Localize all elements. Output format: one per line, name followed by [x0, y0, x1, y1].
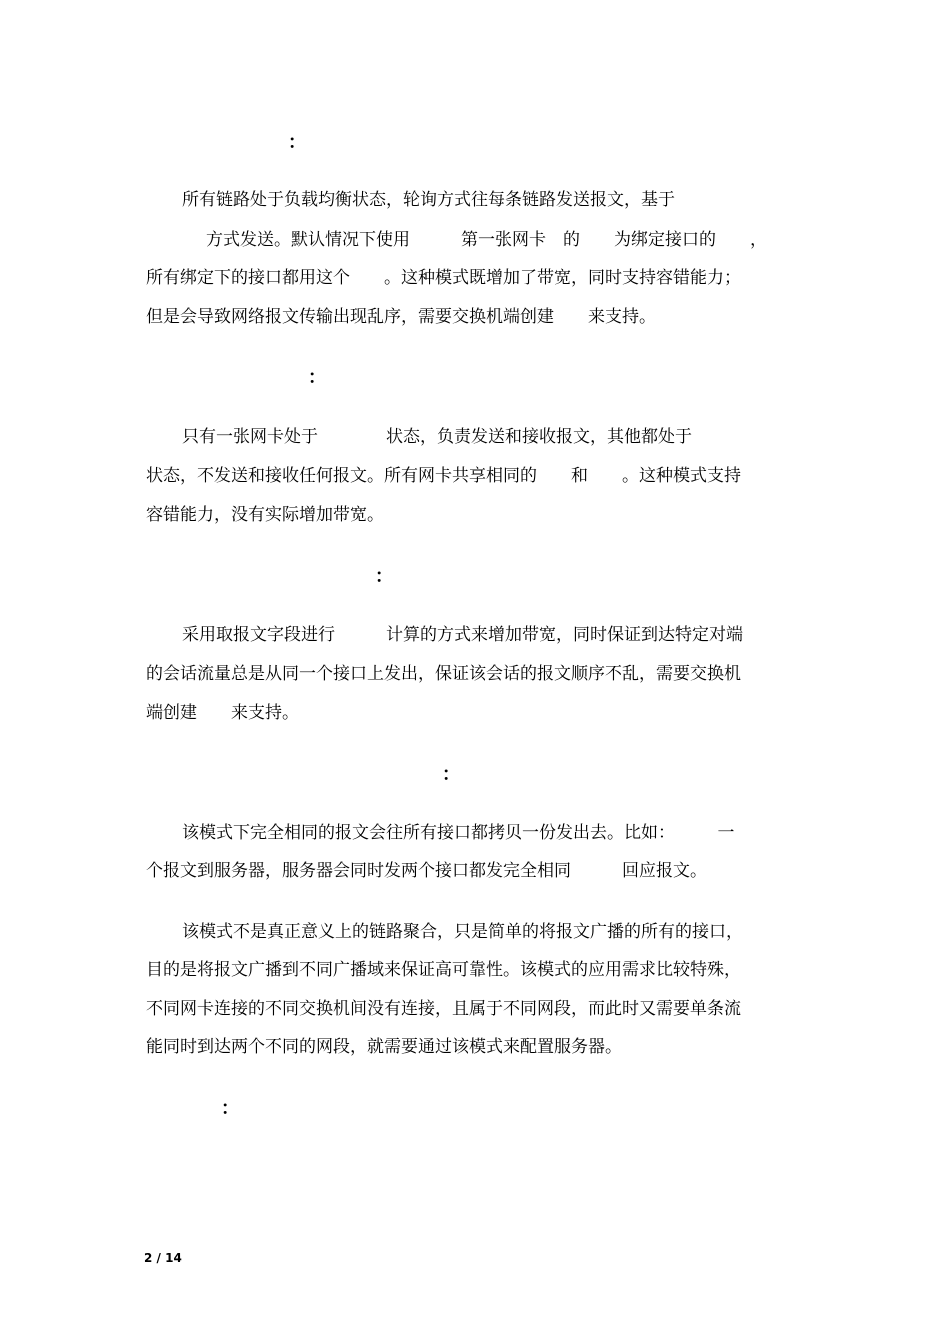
paragraph-3-line-3: 端创建 来支持。	[146, 703, 299, 723]
section-heading-3: ：	[375, 566, 393, 587]
section-heading-4: ：	[442, 764, 460, 785]
paragraph-4-line-2: 个报文到服务器，服务器会同时发两个接口都发完全相同 回应报文。	[146, 861, 707, 881]
section-heading-1: ：	[288, 132, 306, 153]
paragraph-5-line-4: 能同时到达两个不同的网段，就需要通过该模式来配置服务器。	[146, 1037, 622, 1057]
paragraph-5-line-1: 该模式不是真正意义上的链路聚合，只是简单的将报文广播的所有的接口，	[182, 922, 743, 942]
paragraph-3-line-2: 的会话流量总是从同一个接口上发出，保证该会话的报文顺序不乱，需要交换机	[146, 664, 741, 684]
section-heading-2: ：	[308, 367, 326, 388]
paragraph-3-line-1: 采用取报文字段进行 计算的方式来增加带宽，同时保证到达特定对端	[182, 625, 743, 645]
paragraph-2-line-3: 容错能力，没有实际增加带宽。	[146, 505, 384, 525]
page-number: 2 / 14	[144, 1251, 182, 1265]
paragraph-1-line-3: 所有绑定下的接口都用这个 。这种模式既增加了带宽，同时支持容错能力；	[146, 268, 741, 288]
section-heading-5: ：	[221, 1098, 239, 1119]
paragraph-2-line-2: 状态，不发送和接收任何报文。所有网卡共享相同的 和 。这种模式支持	[146, 466, 741, 486]
paragraph-1-line-4: 但是会导致网络报文传输出现乱序，需要交换机端创建 来支持。	[146, 307, 656, 327]
paragraph-5-line-2: 目的是将报文广播到不同广播域来保证高可靠性。该模式的应用需求比较特殊，	[146, 960, 741, 980]
paragraph-1-line-1: 所有链路处于负载均衡状态，轮询方式往每条链路发送报文，基于	[182, 190, 675, 210]
paragraph-1-line-2: 方式发送。默认情况下使用 第一张网卡 的 为绑定接口的 ，	[206, 230, 767, 250]
paragraph-2-line-1: 只有一张网卡处于 状态，负责发送和接收报文，其他都处于	[182, 427, 692, 447]
paragraph-4-line-1: 该模式下完全相同的报文会往所有接口都拷贝一份发出去。比如： 一	[182, 823, 735, 843]
paragraph-5-line-3: 不同网卡连接的不同交换机间没有连接，且属于不同网段，而此时又需要单条流	[146, 999, 741, 1019]
